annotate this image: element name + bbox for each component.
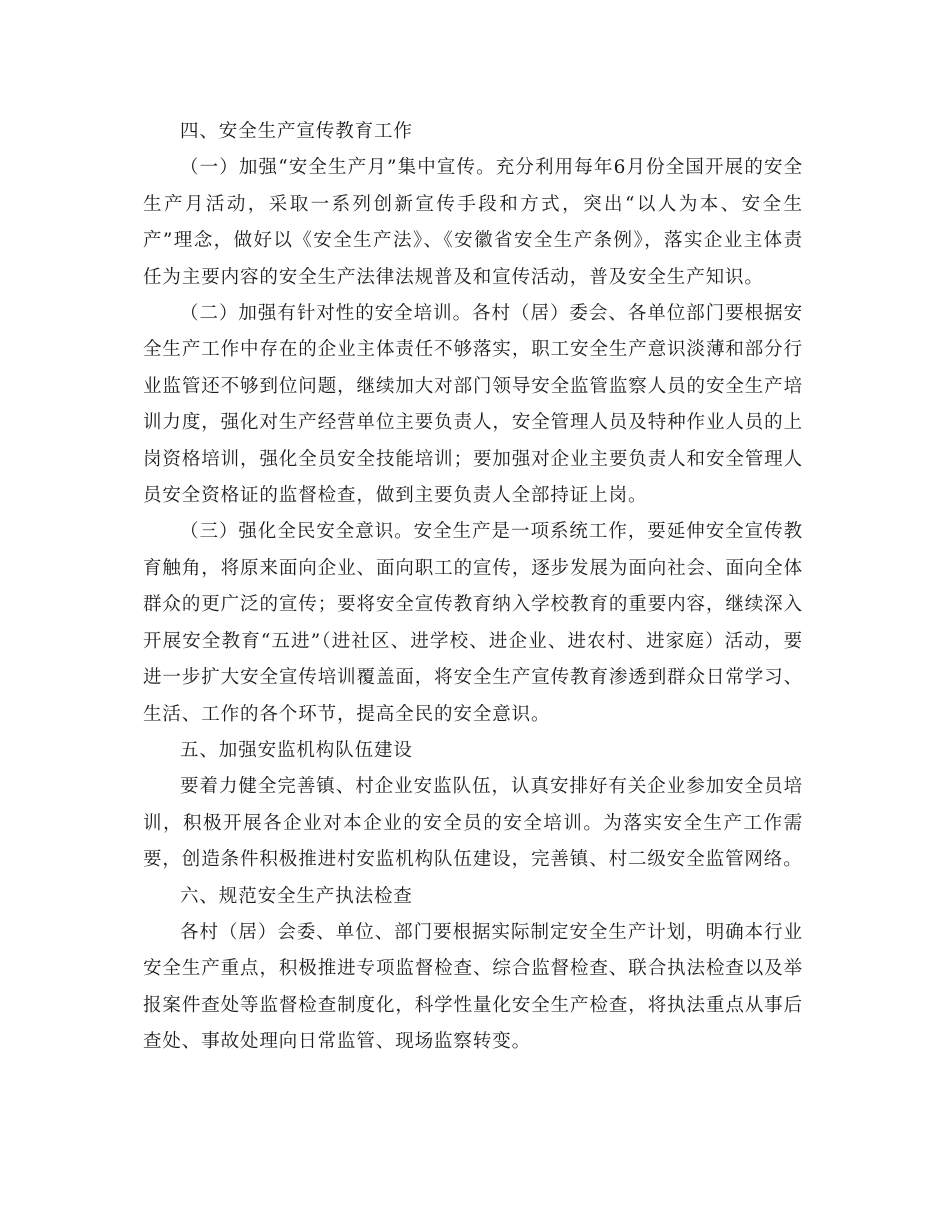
section-5-heading: 五、加强安监机构队伍建设 — [180, 739, 413, 761]
section-6-heading: 六、规范安全生产执法检查 — [180, 885, 413, 907]
section-4-item-2: （二）加强有针对性的安全培训。各村（居）委会、各单位部门要根据安全生产工作中存在的企业主体责任不够落实，职工安全生产意识淡薄和部分行业监管还不够到位问题，继续加大对部门领导安全监管监察人员的安全生产培训力度，强化对生产经营单位主要负责人，安全管理人员及特种作业人员的上岗资格培训，强化全员安全技能培训；要加强对企业主要负责人和安全管理人员安全资格证的监督检查，做到主要负责人全部持证上岗。 — [143, 303, 803, 507]
section-6-body: 各村（居）会委、单位、部门要根据实际制定安全生产计划，明确本行业安全生产重点，积极推进专项监督检查、综合监督检查、联合执法检查以及举报案件查处等监督检查制度化，科学性量化安全生产检查，将执法重点从事后查处、事故处理向日常监管、现场监察转变。 — [143, 921, 803, 1053]
section-5-body: 要着力健全完善镇、村企业安监队伍，认真安排好有关企业参加安全员培训，积极开展各企业对本企业的安全员的安全培训。为落实安全生产工作需要，创造条件积极推进村安监机构队伍建设，完善镇、村二级安全监管网络。 — [143, 776, 803, 871]
section-4-item-3: （三）强化全民安全意识。安全生产是一项系统工作，要延伸安全宣传教育触角，将原来面向企业、面向职工的宣传，逐步发展为面向社会、面向全体群众的更广泛的宣传；要将安全宣传教育纳入学校教育的重要内容，继续深入开展安全教育“五进”（进社区、进学校、进企业、进农村、进家庭）活动，要进一步扩大安全宣传培训覆盖面，将安全生产宣传教育渗透到群众日常学习、生活、工作的各个环节，提高全民的安全意识。 — [143, 521, 803, 725]
section-4-item-1: （一）加强“安全生产月”集中宣传。充分利用每年6月份全国开展的安全生产月活动，采取一系列创新宣传手段和方式，突出“以人为本、安全生产”理念，做好以《安全生产法》、《安徽省安全生产条例》，落实企业主体责任为主要内容的安全生产法律法规普及和宣传活动，普及安全生产知识。 — [143, 157, 803, 288]
section-4-heading: 四、安全生产宣传教育工作 — [180, 121, 413, 142]
document-body — [143, 114, 803, 1061]
